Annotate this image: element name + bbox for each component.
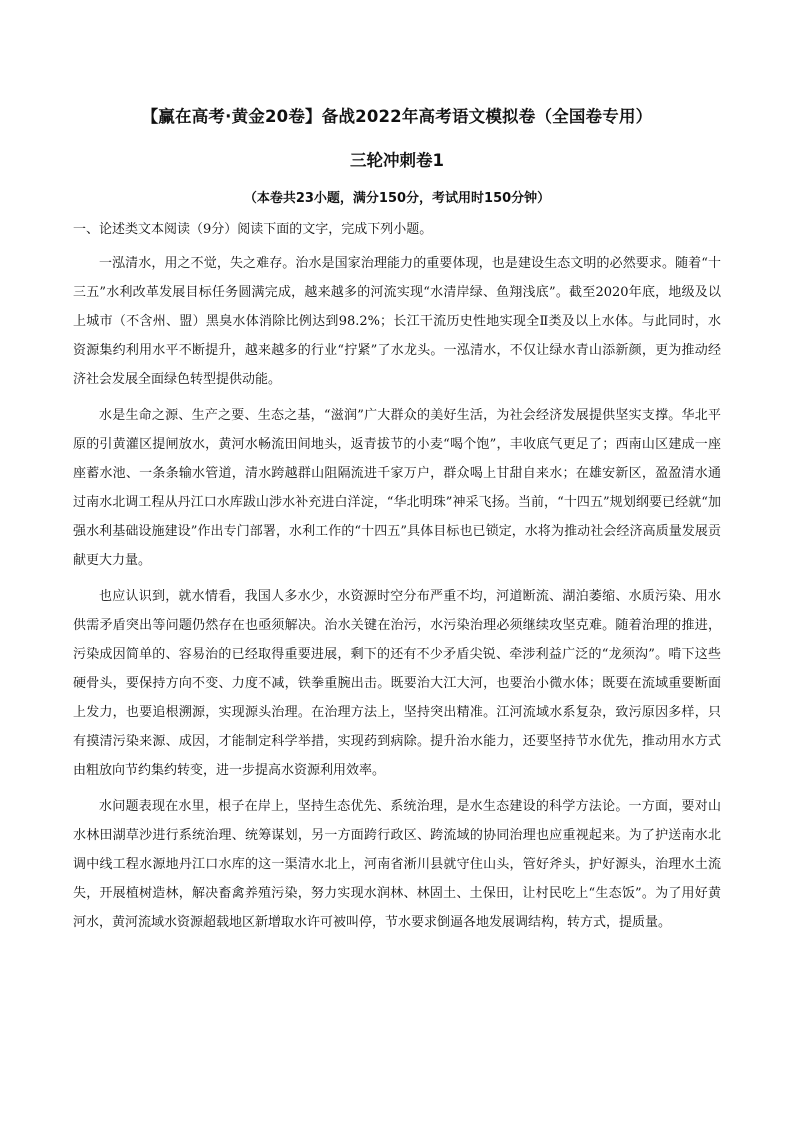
exam-note: （本卷共23小题，满分150分，考试用时150分钟） [243,191,551,206]
passage-paragraph: 一泓清水，用之不觉，失之难存。治水是国家治理能力的重要体现，也是建设生态文明的必然要求。随着“十三五”水利改革发展目标任务圆满完成，越来越多的河流实现“水清岸绿、鱼翔浅底”。截至2020年底，地级及以上城市（不含州、盟）黑臭水体消除比例达到98.2%；长江干流历史性地实现全Ⅱ类及以上水体。与此同时，水资源集约利用水平不断提升，越来越多的行业“拧紧”了水龙头。一泓清水，不仅让绿水青山添新颜，更为推动经济社会发展全面绿色转型提供动能。 [73,256,721,387]
passage-body [73,249,721,944]
passage-paragraph: 水问题表现在水里，根子在岸上，坚持生态优先、系统治理，是水生态建设的科学方法论。一方面，要对山水林田湖草沙进行系统治理、统筹谋划，另一方面跨行政区、跨流域的协同治理也应重视起来。为了护送南水北调中线工程水源地丹江口水库的这一渠清水北上，河南省淅川县就守住山头，管好斧头，护好源头，治理水土流失，开展植树造林，解决畜禽养殖污染，努力实现水润林、林固土、土保田，让村民吃上“生态饭”。为了用好黄河水，黄河流域水资源超载地区新增取水许可被叫停，节水要求倒逼各地发展调结构，转方式，提质量。 [73,799,721,930]
document-subtitle: 三轮冲刺卷1 [350,151,444,170]
passage-paragraph: 也应认识到，就水情看，我国人多水少，水资源时空分布严重不均，河道断流、湖泊萎缩、水质污染、用水供需矛盾突出等问题仍然存在也亟须解决。治水关键在治污，水污染治理必须继续攻坚克难。随着治理的推进，污染成因简单的、容易治的已经取得重要进展，剩下的还有不少矛盾尖锐、牵涉利益广泛的“龙须沟”。啃下这些硬骨头，要保持方向不变、力度不减，铁拳重腕出击。既要治大江大河，也要治小微水体；既要在流域重要断面上发力，也要追根溯源，实现源头治理。在治理方法上，坚持突出精准。江河流域水系复杂，致污原因多样，只有摸清污染来源、成因，才能制定科学举措，实现药到病除。提升治水能力，还要坚持节水优先，推动用水方式由粗放向节约集约转变，进一步提高水资源利用效率。 [73,589,721,778]
document-title: 【赢在高考·黄金20卷】备战2022年高考语文模拟卷（全国卷专用） [141,107,653,126]
section-heading: 一、论述类文本阅读（9分）阅读下面的文字，完成下列小题。 [73,222,433,237]
passage-paragraph: 水是生命之源、生产之要、生态之基，“滋润”广大群众的美好生活，为社会经济发展提供坚实支撑。华北平原的引黄灌区提闸放水，黄河水畅流田间地头，返青拔节的小麦“喝个饱”，丰收底气更足了；西南山区建成一座座蓄水池、一条条输水管道，清水跨越群山阻隔流进千家万户，群众喝上甘甜自来水；在雄安新区，盈盈清水通过南水北调工程从丹江口水库跋山涉水补充进白洋淀，“华北明珠”神采飞扬。当前，“十四五”规划纲要已经就“加强水利基础设施建设”作出专门部署，水利工作的“十四五”具体目标也已锁定，水将为推动社会经济高质量发展贡献更大力量。 [73,408,721,568]
